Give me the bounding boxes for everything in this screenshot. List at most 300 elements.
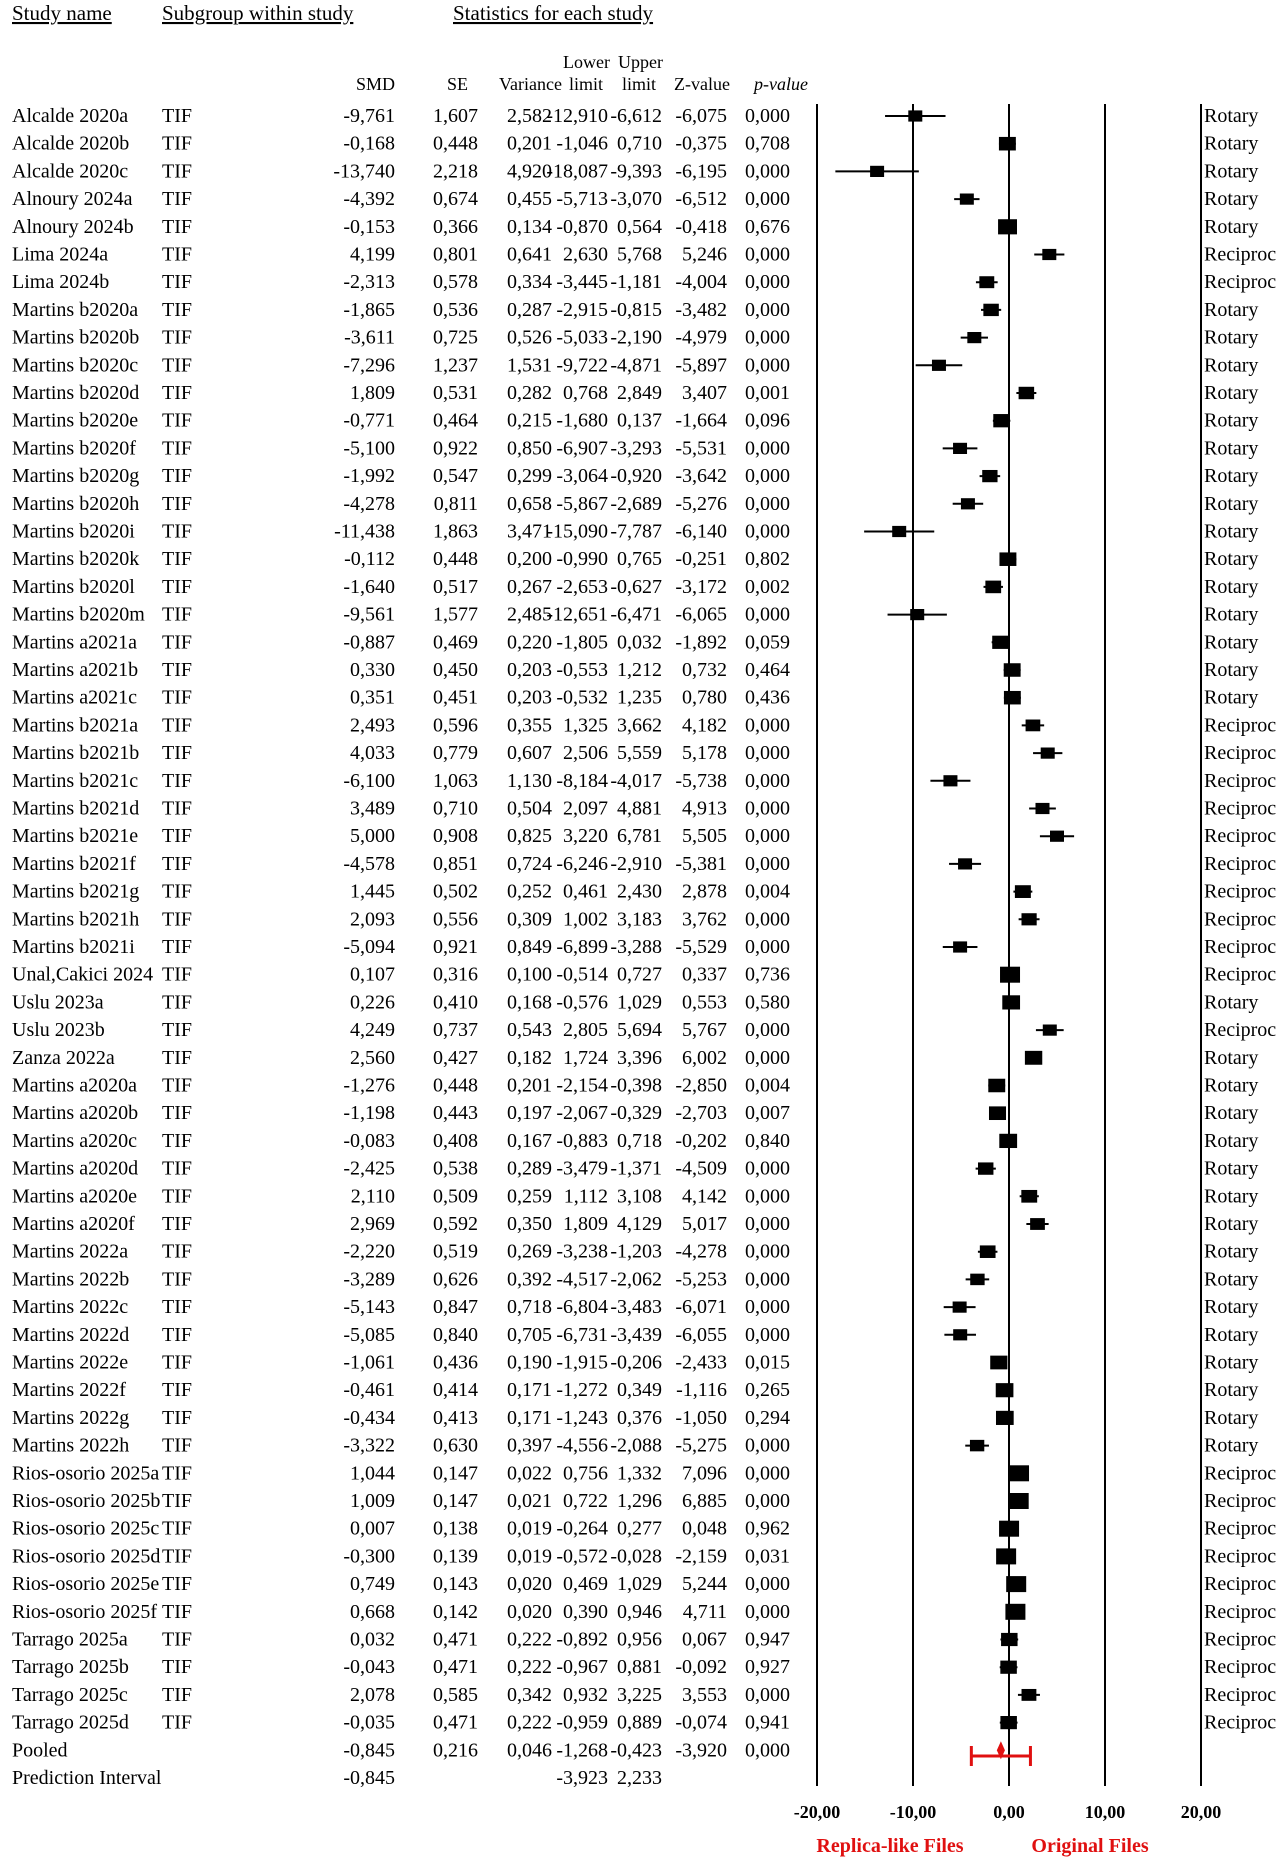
z-value: -5,738 xyxy=(675,769,727,792)
z-value: 7,096 xyxy=(682,1462,727,1485)
variance-value: 1,130 xyxy=(507,769,552,792)
z-value: -0,202 xyxy=(675,1129,727,1152)
variance-value: 0,222 xyxy=(507,1656,552,1679)
p-value: 0,031 xyxy=(745,1545,790,1568)
lower-limit-value: -5,033 xyxy=(556,326,608,349)
p-value: 0,000 xyxy=(745,797,790,820)
design-label: Reciproc xyxy=(1204,714,1277,737)
variance-value: 0,850 xyxy=(507,437,552,460)
upper-limit-value: 1,212 xyxy=(617,659,662,681)
lower-limit-value: -1,680 xyxy=(556,409,608,432)
smd-value: 0,668 xyxy=(350,1600,395,1623)
z-value: 5,767 xyxy=(682,1019,727,1042)
study-row xyxy=(12,299,1258,321)
upper-limit-value: -6,471 xyxy=(610,603,662,626)
upper-limit-value: -0,329 xyxy=(610,1102,662,1125)
study-name: Martins b2020d xyxy=(12,382,140,404)
upper-limit-value: 1,235 xyxy=(617,686,662,709)
lower-limit-value: 1,809 xyxy=(563,1213,608,1235)
se-value: 0,471 xyxy=(433,1711,478,1734)
study-name: Martins 2022h xyxy=(12,1434,130,1457)
variance-value: 0,641 xyxy=(507,243,552,266)
study-row xyxy=(12,105,1258,127)
study-name: Martins b2020h xyxy=(12,492,140,515)
variance-value: 0,299 xyxy=(507,465,552,488)
col-smd: SMD xyxy=(355,74,395,94)
study-name: Martins a2020f xyxy=(12,1213,135,1235)
effect-marker xyxy=(953,1302,967,1313)
p-value: 0,000 xyxy=(745,243,790,266)
lower-limit-value: -0,883 xyxy=(556,1129,608,1152)
upper-limit-value: -0,815 xyxy=(610,298,662,321)
x-tick-label: 0,00 xyxy=(993,1802,1025,1822)
effect-marker xyxy=(960,194,974,205)
lower-limit-value: -2,915 xyxy=(556,298,608,321)
z-value: 4,913 xyxy=(682,797,727,820)
se-value: 0,450 xyxy=(433,659,478,681)
upper-limit-value: 0,137 xyxy=(617,409,662,432)
study-name: Martins b2021e xyxy=(12,825,139,848)
upper-limit-value: 0,765 xyxy=(617,548,662,571)
p-value: 0,802 xyxy=(745,548,790,571)
upper-limit-value: -4,017 xyxy=(610,769,662,792)
variance-value: 3,471 xyxy=(507,520,552,543)
study-name: Lima 2024b xyxy=(12,271,110,294)
effect-marker xyxy=(1022,1689,1037,1701)
p-value: 0,000 xyxy=(745,1213,790,1235)
z-value: -6,195 xyxy=(675,160,727,183)
subgroup-value: TIF xyxy=(162,714,192,737)
subgroup-value: TIF xyxy=(162,825,192,848)
z-value: -0,251 xyxy=(675,548,727,571)
study-row xyxy=(12,1213,1258,1235)
z-value: 5,178 xyxy=(682,742,727,765)
variance-value: 0,543 xyxy=(507,1019,552,1042)
subgroup-value: TIF xyxy=(162,188,192,211)
smd-value: 1,044 xyxy=(350,1462,395,1485)
variance-value: 4,920 xyxy=(507,160,552,183)
study-name: Martins b2021h xyxy=(12,908,140,931)
design-label: Rotary xyxy=(1204,520,1259,543)
study-row xyxy=(12,1518,1276,1540)
study-row xyxy=(12,1268,1258,1290)
upper-limit-value: -2,689 xyxy=(610,492,662,515)
study-row xyxy=(12,798,1276,820)
se-value: 0,471 xyxy=(433,1628,478,1651)
design-label: Reciproc xyxy=(1204,880,1277,903)
p-value: 0,000 xyxy=(745,1185,790,1208)
lower-limit-value: 2,506 xyxy=(563,742,608,765)
z-value: -0,418 xyxy=(675,215,727,238)
upper-limit-value: 6,781 xyxy=(617,825,662,848)
upper-limit-value: 3,183 xyxy=(617,908,662,931)
smd-value: -0,168 xyxy=(343,132,395,155)
lower-limit-value: -12,651 xyxy=(546,603,608,626)
effect-marker xyxy=(1015,885,1031,898)
design-label: Reciproc xyxy=(1204,908,1277,931)
se-value: 0,366 xyxy=(433,215,478,238)
study-row xyxy=(12,825,1276,847)
subgroup-value: TIF xyxy=(162,1683,192,1706)
effect-marker xyxy=(1000,1716,1016,1729)
study-name: Martins b2020f xyxy=(12,437,136,460)
variance-value: 2,582 xyxy=(507,105,552,127)
upper-limit-value: 3,225 xyxy=(617,1683,662,1706)
smd-value: 5,000 xyxy=(350,825,395,848)
z-value: -3,172 xyxy=(675,575,727,598)
z-value: 4,711 xyxy=(682,1600,727,1623)
design-label: Reciproc xyxy=(1204,825,1277,848)
header-statistics: Statistics for each study xyxy=(453,1,654,25)
upper-limit-value: -3,293 xyxy=(610,437,662,460)
upper-limit-value: -1,203 xyxy=(610,1240,662,1263)
study-row xyxy=(12,1712,1276,1734)
lower-limit-value: 2,097 xyxy=(563,797,608,820)
upper-limit-value: 5,694 xyxy=(617,1019,662,1042)
design-label: Rotary xyxy=(1204,160,1259,183)
effect-marker xyxy=(953,443,967,454)
lower-limit-value: -3,445 xyxy=(556,271,608,294)
design-label: Rotary xyxy=(1204,1157,1259,1180)
study-name: Martins 2022a xyxy=(12,1240,129,1263)
upper-limit-value: -0,920 xyxy=(610,465,662,488)
p-value: 0,000 xyxy=(745,1462,790,1485)
study-row xyxy=(12,354,1258,376)
smd-value: -0,035 xyxy=(343,1711,395,1734)
se-value: 0,448 xyxy=(433,1074,478,1097)
smd-value: 0,749 xyxy=(350,1573,395,1596)
study-row xyxy=(12,1241,1258,1263)
study-name: Martins 2022b xyxy=(12,1268,130,1291)
variance-value: 0,849 xyxy=(507,936,552,958)
variance-value: 0,171 xyxy=(507,1406,552,1429)
z-value: 3,407 xyxy=(682,382,727,404)
study-row xyxy=(12,133,1258,155)
lower-limit-value: -3,064 xyxy=(556,465,608,488)
study-name: Rios-osorio 2025d xyxy=(12,1545,161,1568)
subgroup-value: TIF xyxy=(162,659,192,681)
study-row xyxy=(12,1490,1276,1512)
upper-limit-value: 0,376 xyxy=(617,1406,662,1429)
smd-value: -0,083 xyxy=(343,1129,395,1152)
z-value: 0,780 xyxy=(682,686,727,709)
smd-value: -0,300 xyxy=(343,1545,395,1568)
z-value: 0,553 xyxy=(682,991,727,1014)
p-value: 0,000 xyxy=(745,825,790,848)
design-label: Reciproc xyxy=(1204,1573,1277,1596)
study-name: Martins 2022e xyxy=(12,1351,129,1374)
z-value: -1,892 xyxy=(675,631,727,654)
design-label: Rotary xyxy=(1204,1323,1259,1346)
se-value: 0,147 xyxy=(433,1462,478,1485)
variance-value: 0,019 xyxy=(507,1545,552,1568)
smd-value: -3,611 xyxy=(344,326,395,349)
p-value: 0,000 xyxy=(745,1296,790,1319)
subgroup-value: TIF xyxy=(162,382,192,404)
upper-limit-value: -2,088 xyxy=(610,1434,662,1457)
z-value: 0,067 xyxy=(682,1628,727,1651)
p-value: 0,941 xyxy=(745,1711,790,1734)
lower-limit-value: 2,630 xyxy=(563,243,608,266)
smd-value: -11,438 xyxy=(334,520,395,543)
study-rows xyxy=(12,105,1276,1789)
subgroup-value: TIF xyxy=(162,437,192,460)
design-label: Rotary xyxy=(1204,326,1259,349)
col-variance: Variance xyxy=(499,74,562,94)
variance-value: 0,724 xyxy=(507,852,552,875)
study-name: Martins 2022d xyxy=(12,1323,130,1346)
design-label: Rotary xyxy=(1204,1074,1259,1097)
study-name: Alcalde 2020c xyxy=(12,160,129,183)
upper-limit-value: 0,727 xyxy=(617,963,662,986)
z-value: -3,482 xyxy=(675,298,727,321)
study-row xyxy=(12,1407,1258,1429)
z-value: 4,142 xyxy=(682,1185,727,1208)
variance-value: 0,825 xyxy=(507,825,552,848)
se-value: 0,410 xyxy=(433,991,478,1014)
z-value: -6,140 xyxy=(675,520,727,543)
study-row xyxy=(12,1075,1258,1097)
pooled-lower: -1,268 xyxy=(556,1739,608,1762)
upper-limit-value: -0,398 xyxy=(610,1074,662,1097)
design-label: Reciproc xyxy=(1204,1683,1277,1706)
design-label: Rotary xyxy=(1204,1379,1259,1402)
design-label: Rotary xyxy=(1204,298,1259,321)
design-label: Rotary xyxy=(1204,1434,1259,1457)
z-value: -5,897 xyxy=(675,354,727,377)
se-value: 0,596 xyxy=(433,714,478,737)
variance-value: 0,267 xyxy=(507,575,552,598)
se-value: 0,139 xyxy=(433,1545,478,1568)
study-row xyxy=(12,1019,1276,1041)
design-label: Rotary xyxy=(1204,492,1259,515)
study-name: Tarrago 2025c xyxy=(12,1683,128,1706)
lower-limit-value: -0,892 xyxy=(556,1628,608,1651)
lower-limit-value: -0,553 xyxy=(556,659,608,681)
lower-limit-value: -0,990 xyxy=(556,548,608,571)
p-value: 0,000 xyxy=(745,520,790,543)
lower-limit-value: -2,154 xyxy=(556,1074,608,1097)
subgroup-value: TIF xyxy=(162,1213,192,1235)
study-row xyxy=(12,1130,1258,1152)
upper-limit-value: 4,881 xyxy=(617,797,662,820)
se-value: 0,448 xyxy=(433,132,478,155)
se-value: 0,502 xyxy=(433,880,478,903)
effect-marker xyxy=(953,1329,967,1340)
lower-limit-value: -0,572 xyxy=(556,1545,608,1568)
subgroup-value: TIF xyxy=(162,1656,192,1679)
subgroup-value: TIF xyxy=(162,1490,192,1512)
se-value: 0,710 xyxy=(433,797,478,820)
smd-value: -0,887 xyxy=(343,631,395,654)
se-value: 0,414 xyxy=(433,1379,478,1402)
design-label: Rotary xyxy=(1204,1351,1259,1374)
lower-limit-value: -1,243 xyxy=(556,1406,608,1429)
study-name: Martins a2020c xyxy=(12,1129,137,1152)
study-name: Rios-osorio 2025c xyxy=(12,1517,160,1540)
effect-marker xyxy=(1009,1493,1029,1509)
study-row xyxy=(12,659,1258,681)
z-value: -4,509 xyxy=(675,1157,727,1180)
design-label: Rotary xyxy=(1204,603,1259,626)
subgroup-value: TIF xyxy=(162,936,192,958)
effect-marker xyxy=(999,552,1016,566)
p-value: 0,000 xyxy=(745,1157,790,1180)
lower-limit-value: 0,722 xyxy=(563,1490,608,1512)
smd-value: -4,578 xyxy=(343,852,395,875)
lower-limit-value: 2,805 xyxy=(563,1019,608,1042)
study-name: Tarrago 2025d xyxy=(12,1711,129,1734)
lower-limit-value: -2,067 xyxy=(556,1102,608,1125)
smd-value: -4,392 xyxy=(343,188,395,211)
lower-limit-value: -6,907 xyxy=(556,437,608,460)
design-label: Rotary xyxy=(1204,1046,1259,1069)
z-value: 0,048 xyxy=(682,1517,727,1540)
variance-value: 0,171 xyxy=(507,1379,552,1402)
subgroup-value: TIF xyxy=(162,1296,192,1319)
lower-limit-value: -6,246 xyxy=(556,852,608,875)
variance-value: 0,203 xyxy=(507,686,552,709)
smd-value: -1,865 xyxy=(343,298,395,321)
lower-limit-value: 0,756 xyxy=(563,1462,608,1485)
design-label: Rotary xyxy=(1204,1268,1259,1291)
study-row xyxy=(12,964,1276,986)
col-z-value: Z-value xyxy=(674,74,730,94)
study-row xyxy=(12,936,1276,958)
variance-value: 0,309 xyxy=(507,908,552,931)
se-value: 0,536 xyxy=(433,298,478,321)
se-value: 0,436 xyxy=(433,1351,478,1374)
study-name: Martins 2022c xyxy=(12,1296,129,1319)
p-value: 0,000 xyxy=(745,1490,790,1512)
p-value: 0,000 xyxy=(745,354,790,377)
study-name: Alcalde 2020a xyxy=(12,105,129,127)
study-row xyxy=(12,770,1276,792)
z-value: -0,074 xyxy=(675,1711,727,1734)
p-value: 0,000 xyxy=(745,1573,790,1596)
design-label: Rotary xyxy=(1204,1296,1259,1319)
p-value: 0,294 xyxy=(745,1406,790,1429)
design-label: Rotary xyxy=(1204,465,1259,488)
subgroup-value: TIF xyxy=(162,852,192,875)
variance-value: 0,355 xyxy=(507,714,552,737)
lower-limit-value: 1,002 xyxy=(563,908,608,931)
p-value: 0,000 xyxy=(745,742,790,765)
variance-value: 0,334 xyxy=(507,271,552,294)
smd-value: 2,078 xyxy=(350,1683,395,1706)
upper-limit-value: 1,332 xyxy=(617,1462,662,1485)
lower-limit-value: -18,087 xyxy=(546,160,608,183)
upper-limit-value: -4,871 xyxy=(610,354,662,377)
p-value: 0,000 xyxy=(745,160,790,183)
effect-marker xyxy=(1000,967,1020,983)
header-study-name: Study name xyxy=(12,1,112,25)
subgroup-value: TIF xyxy=(162,1046,192,1069)
study-row xyxy=(12,1102,1258,1124)
study-name: Martins a2021c xyxy=(12,686,137,709)
se-value: 0,538 xyxy=(433,1157,478,1180)
z-value: 0,732 xyxy=(682,659,727,681)
design-label: Rotary xyxy=(1204,1213,1259,1235)
subgroup-value: TIF xyxy=(162,409,192,432)
effect-marker xyxy=(953,941,967,952)
z-value: -5,275 xyxy=(675,1434,727,1457)
design-label: Rotary xyxy=(1204,215,1259,238)
variance-value: 0,397 xyxy=(507,1434,552,1457)
design-label: Rotary xyxy=(1204,132,1259,155)
lower-limit-value: 1,724 xyxy=(563,1046,608,1069)
effect-marker xyxy=(1001,1633,1017,1646)
smd-value: -3,322 xyxy=(343,1434,395,1457)
smd-value: -7,296 xyxy=(343,354,395,377)
design-label: Rotary xyxy=(1204,1102,1259,1125)
se-value: 0,519 xyxy=(433,1240,478,1263)
se-value: 0,725 xyxy=(433,326,478,349)
p-value: 0,004 xyxy=(745,880,790,903)
study-row xyxy=(12,271,1276,293)
se-value: 0,142 xyxy=(433,1600,478,1623)
z-value: 3,762 xyxy=(682,908,727,931)
variance-value: 2,485 xyxy=(507,603,552,626)
p-value: 0,000 xyxy=(745,908,790,931)
study-row xyxy=(12,1324,1258,1346)
upper-limit-value: 2,849 xyxy=(617,382,662,404)
upper-limit-value: 1,029 xyxy=(617,1573,662,1596)
z-value: -6,065 xyxy=(675,603,727,626)
subgroup-value: TIF xyxy=(162,243,192,266)
study-name: Martins b2021d xyxy=(12,797,140,820)
upper-limit-value: 0,946 xyxy=(617,1600,662,1623)
study-name: Rios-osorio 2025a xyxy=(12,1462,160,1485)
subgroup-value: TIF xyxy=(162,742,192,765)
subgroup-value: TIF xyxy=(162,465,192,488)
smd-value: 0,351 xyxy=(350,686,395,709)
se-value: 0,801 xyxy=(433,243,478,266)
study-name: Martins a2020d xyxy=(12,1157,139,1180)
study-name: Martins 2022f xyxy=(12,1379,126,1402)
effect-marker xyxy=(1002,995,1020,1009)
upper-limit-value: -2,062 xyxy=(610,1268,662,1291)
pooled-row xyxy=(12,1739,1005,1761)
p-value: 0,265 xyxy=(745,1379,790,1402)
pooled-smd: -0,845 xyxy=(343,1739,395,1762)
pooled-p: 0,000 xyxy=(745,1739,790,1762)
se-value: 0,138 xyxy=(433,1517,478,1540)
study-row xyxy=(12,1185,1258,1207)
design-label: Rotary xyxy=(1204,548,1259,571)
p-value: 0,000 xyxy=(745,105,790,127)
study-row xyxy=(12,1573,1276,1595)
z-value: -5,529 xyxy=(675,936,727,958)
prediction-interval-upper: 2,233 xyxy=(617,1767,662,1789)
p-value: 0,000 xyxy=(745,437,790,460)
smd-value: 2,110 xyxy=(350,1185,395,1208)
study-name: Martins b2021f xyxy=(12,852,136,875)
design-label: Rotary xyxy=(1204,1185,1259,1208)
design-label: Reciproc xyxy=(1204,852,1277,875)
subgroup-value: TIF xyxy=(162,1323,192,1346)
p-value: 0,840 xyxy=(745,1129,790,1152)
se-value: 0,908 xyxy=(433,825,478,848)
z-value: -1,116 xyxy=(676,1379,727,1402)
se-value: 0,578 xyxy=(433,271,478,294)
upper-limit-value: -3,483 xyxy=(610,1296,662,1319)
lower-limit-value: -9,722 xyxy=(556,354,608,377)
design-label: Reciproc xyxy=(1204,1019,1277,1042)
effect-marker xyxy=(1026,720,1041,732)
smd-value: -0,153 xyxy=(343,215,395,238)
lower-limit-value: -6,731 xyxy=(556,1323,608,1346)
